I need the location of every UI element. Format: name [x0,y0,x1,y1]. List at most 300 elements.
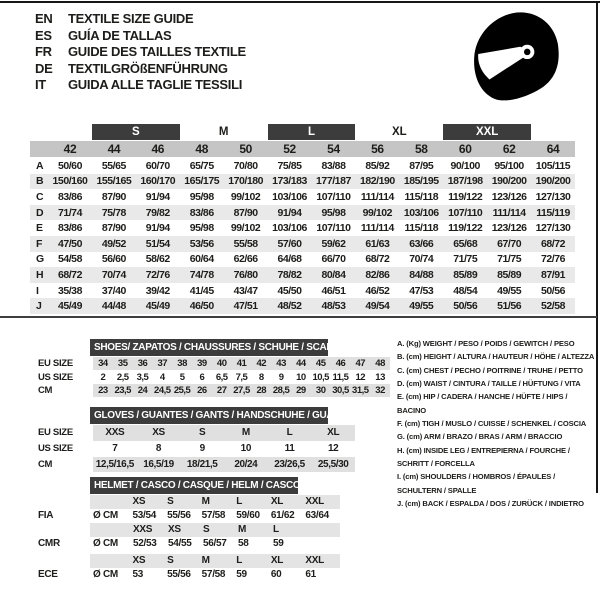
value-cell: 24,5 [154,384,171,396]
table-row [30,267,575,283]
value-cell: 5 [179,371,185,383]
helmet-size-cell: S [167,496,174,508]
value-cell: 40 [216,358,227,370]
table-cell: 105/115 [535,159,571,172]
table-cell: 187/198 [447,175,483,188]
size-group-label: L [268,124,356,140]
table-cell: 70/80 [233,159,258,172]
value-cell: 13 [375,371,385,383]
value-cell: 42 [256,358,267,370]
legend-item: F. (cm) TIGH / MUSLO / CUISSE / SCHENKEL / COSCIA [397,419,587,429]
size-group-label: XXL [443,124,531,140]
helmet-size-cell: M [201,496,210,508]
table-cell: 87/90 [101,190,126,203]
size-row [35,370,395,383]
table-cell: 44/48 [101,300,126,313]
table-cell: 50/56 [541,284,566,297]
helmet-value-cell: 53/54 [132,510,157,522]
value-cell: 10 [240,443,251,455]
value-cell: 44 [296,358,306,370]
value-band [93,357,390,370]
value-cell: 2,5 [116,371,129,383]
value-cell: 47 [355,358,366,370]
table-cell: 37/40 [101,284,126,297]
shoes-section-header [90,339,347,356]
table-cell: 76/80 [233,268,258,281]
value-cell: 11,5 [332,371,349,383]
table-cell: 46/50 [189,300,214,313]
row-letter: D [36,206,44,219]
legend-item: E. (cm) HIP / CADERA / HANCHE / HÜFTE / HIPS / BACINO [397,392,568,415]
row-label: EU SIZE [38,358,73,370]
table-cell: 84/88 [409,268,434,281]
table-cell: 71/74 [57,206,82,219]
column-header-cell: 50 [239,142,252,156]
language-title: GUÍA DE TALLAS [68,27,172,43]
table-row [30,158,575,174]
table-cell: 83/86 [57,222,82,235]
table-cell: 45/49 [57,300,82,313]
table-cell: 107/110 [448,206,483,219]
value-cell: 31,5 [352,384,369,396]
table-cell: 63/66 [409,237,434,250]
helmet-value-cell: 58 [238,538,249,550]
value-cell: 26 [197,384,207,396]
table-cell: 79/82 [145,206,170,219]
value-cell: 25,5/30 [317,458,349,470]
value-cell: 3,5 [136,371,149,383]
table-cell: 85/92 [365,159,390,172]
table-cell: 190/200 [535,175,571,188]
value-cell: 12,5/16,5 [95,458,134,470]
table-cell: 49/55 [497,284,522,297]
language-row [35,61,246,78]
language-title: GUIDA ALLE TAGLIE TESSILI [68,77,243,92]
table-cell: 75/85 [277,159,302,172]
column-header-cell: 44 [107,142,121,156]
table-cell: 87/90 [233,206,258,219]
table-cell: 49/55 [409,300,434,313]
table-cell: 70/74 [409,253,434,266]
table-cell: 111/114 [360,222,394,235]
column-header-cell: 54 [327,142,340,156]
value-cell: 48 [375,358,385,370]
table-cell: 51/54 [145,237,170,250]
unit-cell: Ø CM [93,569,118,581]
column-header-cell: 48 [195,142,208,156]
value-cell: 6,5 [215,371,228,383]
value-cell: 4 [159,371,165,383]
helmet-value-cell: 63/64 [305,510,329,522]
table-cell: 71/75 [453,253,478,266]
helmet-standard-label: ECE [38,569,58,581]
table-cell: 103/106 [272,190,307,203]
value-cell: 41 [236,358,247,370]
table-cell: 41/45 [189,284,214,297]
table-cell: 99/102 [362,206,393,219]
top-border-line [0,1,600,3]
table-cell: 90/100 [450,159,480,172]
table-cell: 43/47 [233,284,258,297]
table-cell: 75/78 [101,206,126,219]
row-letter: E [36,222,44,235]
helmet-value-cell: 59/60 [236,510,260,522]
table-cell: 115/118 [404,190,439,203]
size-row [35,357,395,370]
table-cell: 83/88 [321,159,346,172]
helmet-size-cell: S [203,524,210,536]
value-cell: 38 [177,358,187,370]
helmet-standard-label: FIA [38,510,54,522]
size-group-label: XL [391,126,407,138]
helmet-size-row [90,523,340,537]
size-row [35,441,395,457]
table-cell: 56/60 [101,253,126,266]
table-cell: 91/94 [277,206,302,219]
row-label: US SIZE [38,371,73,383]
table-cell: 80/84 [321,268,346,281]
table-cell: 67/70 [497,237,522,250]
helmet-value-cell: 61 [305,569,316,581]
column-header-cell: 56 [371,142,384,156]
legend-item: G. (cm) ARM / BRAZO / BRAS / ARM / BRACCIO [397,432,563,442]
value-cell: 9 [278,371,284,383]
table-cell: 91/94 [145,222,170,235]
helmet-size-cell: L [236,496,243,508]
table-cell: 54/58 [57,253,82,266]
table-cell: 185/195 [403,175,439,188]
helmet-value-cell: 57/58 [201,569,226,581]
language-title: TEXTILE SIZE GUIDE [68,11,194,26]
table-cell: 165/175 [184,175,220,188]
legend-item: J. (cm) BACK / ESPALDA / DOS / ZURÜCK / INDIETRO [397,499,584,509]
value-cell: 28,5 [272,384,290,396]
row-letter: J [36,300,42,313]
value-cell: 11 [284,443,295,455]
table-cell: 55/58 [233,237,258,250]
helmet-size-row [90,554,340,568]
table-cell: 58/62 [145,253,170,266]
table-cell: 35/38 [57,284,82,297]
table-cell: 127/130 [535,190,571,203]
table-row [30,174,575,190]
table-cell: 39/42 [145,284,170,297]
shoes-section [35,339,395,397]
table-cell: 170/180 [228,175,264,188]
helmet-size-row [90,495,340,509]
value-band [93,425,355,441]
table-cell: 46/51 [321,284,346,297]
row-letter: B [36,175,44,188]
row-label: US SIZE [38,443,73,455]
table-cell: 72/76 [541,253,566,266]
value-band [93,457,355,473]
value-cell: 29 [296,384,306,396]
value-cell: 43 [276,358,286,370]
value-cell: 27,5 [233,384,250,396]
table-row [30,283,575,299]
value-cell: 20/24 [234,458,258,470]
table-cell: 53/56 [189,237,214,250]
row-label: CM [38,458,53,470]
value-cell: 12 [355,371,366,383]
value-band [93,370,390,383]
helmet-size-cell: M [238,524,247,536]
row-letter: H [36,268,44,281]
helmet-value-cell: 55/56 [167,510,191,522]
table-cell: 82/86 [365,268,390,281]
value-cell: 10 [296,371,306,383]
helmet-size-cell: XS [132,555,146,567]
table-cell: 46/52 [365,284,390,297]
table-cell: 60/64 [189,253,214,266]
table-cell: 119/122 [448,222,483,235]
table-cell: 68/72 [365,253,390,266]
table-cell: 65/68 [453,237,478,250]
helmet-size-cell: XS [132,496,146,508]
table-cell: 48/54 [453,284,478,297]
row-letter: F [36,237,43,250]
table-cell: 52/58 [541,300,566,313]
value-cell: 23,5 [114,384,131,396]
value-cell: 32 [375,384,385,396]
table-cell: 111/114 [360,190,394,203]
value-cell: S [199,427,206,439]
value-cell: 37 [157,358,168,370]
value-cell: 6 [199,371,205,383]
helmet-section-title: HELMET / CASCO / CASQUE / HELM / CASCO [94,480,301,491]
table-cell: 62/66 [233,253,258,266]
table-cell: 85/89 [453,268,478,281]
size-row [35,425,395,441]
table-cell: 95/98 [321,206,346,219]
legend-item: I. (cm) SHOULDERS / HOMBROS / ÉPAULES / SCHULTERN / SPALLE [397,472,556,495]
table-cell: 61/63 [365,237,390,250]
table-cell: 50/56 [453,300,478,313]
language-row [35,77,246,94]
section-divider-line [0,316,597,318]
row-letter: G [36,253,45,266]
language-row [35,11,246,28]
value-cell: 35 [117,358,128,370]
table-cell: 72/76 [145,268,170,281]
value-cell: 45 [315,358,326,370]
column-header-cell: 42 [63,142,77,156]
column-header-cell: 58 [415,142,428,156]
table-cell: 95/100 [494,159,524,172]
table-cell: 107/110 [316,190,351,203]
value-cell: 36 [137,358,148,370]
legend-item: D. (cm) WAIST / CINTURA / TAILLE / HÜFTUNG / VITA [397,379,581,389]
value-cell: 16,5/19 [143,458,174,470]
table-cell: 87/95 [409,159,434,172]
helmet-section-header [90,477,301,494]
value-cell: 30 [315,384,326,396]
row-letter: A [36,159,44,172]
gloves-rows [35,425,395,472]
table-cell: 95/98 [189,222,214,235]
size-row [35,457,395,473]
table-cell: 107/110 [316,222,351,235]
table-cell: 173/183 [272,175,307,188]
table-row [30,189,575,205]
table-cell: 103/106 [272,222,307,235]
legend-item: H. (cm) INSIDE LEG / ENTREPIERNA / FOURCHE / SCHRITT / FORCELLA [397,445,570,469]
column-header-cell: 60 [458,142,472,156]
table-cell: 55/65 [101,159,126,172]
table-cell: 65/75 [189,159,214,172]
size-group-label: M [218,126,229,138]
table-cell: 60/70 [145,159,170,172]
table-cell: 45/49 [145,300,170,313]
value-cell: 8 [155,443,162,455]
helmet-value-cell: 57/58 [201,510,226,522]
helmet-standard-label: CMR [38,538,60,550]
row-label: EU SIZE [38,427,73,439]
table-cell: 64/68 [277,253,302,266]
table-row [30,252,575,268]
table-cell: 182/190 [359,175,395,188]
size-number-header-row [30,141,575,157]
language-code: IT [35,77,46,92]
language-title: TEXTILGRÖßENFÜHRUNG [68,60,228,76]
table-cell: 47/51 [233,300,258,313]
table-cell: 123/126 [491,222,527,235]
table-cell: 68/72 [541,237,566,250]
helmet-value-cell: 59 [273,538,284,550]
table-cell: 119/122 [448,190,483,203]
language-code: FR [35,44,52,59]
value-cell: XL [327,427,340,439]
language-row [35,28,246,45]
gloves-section-title: GLOVES / GUANTES / GANTS / HANDSCHUHE / GUANTI [94,410,349,421]
size-group-header-row [48,124,575,140]
value-cell: 46 [335,358,346,370]
helmet-size-cell: XL [270,496,284,508]
table-cell: 99/102 [230,190,261,203]
helmet-value-cell: 59 [236,569,247,581]
helmet-size-cell: L [273,524,279,536]
language-code: ES [35,27,52,43]
value-cell: 23 [98,384,108,396]
value-cell: 24 [137,384,148,396]
unit-cell: Ø CM [93,538,118,550]
legend-item: C. (cm) CHEST / PECHO / POITRINE / TRUHE / PETTO [397,365,583,375]
helmet-size-cell: XXL [305,496,324,508]
helmet-value-row [38,568,340,583]
table-cell: 70/74 [101,268,126,281]
column-header-cell: 52 [283,142,296,156]
table-cell: 66/70 [321,253,346,266]
textile-measurement-table [30,158,575,314]
unit-cell: Ø CM [93,510,118,522]
size-row [35,384,395,397]
table-cell: 78/82 [277,268,302,281]
gloves-section-header [90,407,349,424]
language-code: EN [35,11,53,26]
legend-item: B. (cm) HEIGHT / ALTURA / HAUTEUR / HÖHE / ALTEZZA [397,352,595,362]
value-cell: 9 [199,443,205,455]
table-cell: 74/78 [189,268,214,281]
value-band [93,441,355,457]
value-cell: 27 [216,384,227,396]
helmet-value-cell: 53 [132,569,144,581]
value-cell: 10,5 [312,371,329,383]
value-cell: 2 [100,371,106,383]
table-cell: 150/160 [52,175,88,188]
value-cell: XXS [105,427,125,439]
shoes-section-title: SHOES/ ZAPATOS / CHAUSSURES / SCHUHE / SCARPE [94,342,347,353]
table-cell: 71/75 [497,253,522,266]
helmet-value-row [38,537,340,552]
language-code: DE [35,60,53,76]
value-cell: 34 [98,358,108,370]
column-header-cell: 46 [151,142,165,156]
helmet-icon [462,6,570,108]
helmet-size-cell: M [201,555,210,567]
table-cell: 155/165 [96,175,132,188]
gloves-section [35,407,395,472]
column-header-cell: 64 [546,142,560,156]
value-cell: 8 [258,371,264,383]
table-cell: 87/90 [101,222,126,235]
table-cell: 48/53 [321,300,346,313]
table-cell: 91/94 [145,190,170,203]
helmet-size-cell: XS [168,524,181,536]
table-row [30,236,575,252]
value-cell: 39 [197,358,207,370]
measurement-legend [397,337,597,510]
row-letter: I [36,284,39,297]
helmet-value-cell: 60 [270,569,282,581]
helmet-size-cell: XXS [133,524,153,536]
row-letter: C [36,190,44,203]
table-cell: 115/119 [536,206,570,219]
table-cell: 49/52 [101,237,126,250]
value-cell: 7 [112,443,118,455]
value-cell: 23/26,5 [274,458,305,470]
table-cell: 50/60 [57,159,82,172]
helmet-size-cell: XXL [305,555,324,567]
value-cell: 25,5 [173,384,191,396]
helmet-value-cell: 61/62 [270,510,295,522]
helmet-groups [38,495,340,582]
table-cell: 123/126 [491,190,527,203]
table-cell: 115/118 [404,222,439,235]
table-cell: 95/98 [189,190,214,203]
table-cell: 127/130 [535,222,571,235]
value-cell: 7,5 [235,371,248,383]
size-group-label: S [92,124,180,140]
table-cell: 83/86 [189,206,214,219]
table-cell: 45/50 [277,284,302,297]
shoes-rows [35,357,395,397]
value-cell: 18/21,5 [186,458,218,470]
value-cell: 30,5 [332,384,349,396]
table-cell: 68/72 [57,268,82,281]
language-title: GUIDE DES TAILLES TEXTILE [68,44,246,59]
table-cell: 99/102 [230,222,261,235]
table-cell: 51/56 [497,300,522,313]
table-cell: 59/62 [321,237,346,250]
table-row [30,298,575,314]
language-row [35,44,246,61]
table-cell: 177/187 [316,175,351,188]
row-label: CM [38,384,53,396]
table-cell: 57/60 [277,237,302,250]
helmet-size-cell: XL [270,555,284,567]
language-title-list [35,11,246,94]
